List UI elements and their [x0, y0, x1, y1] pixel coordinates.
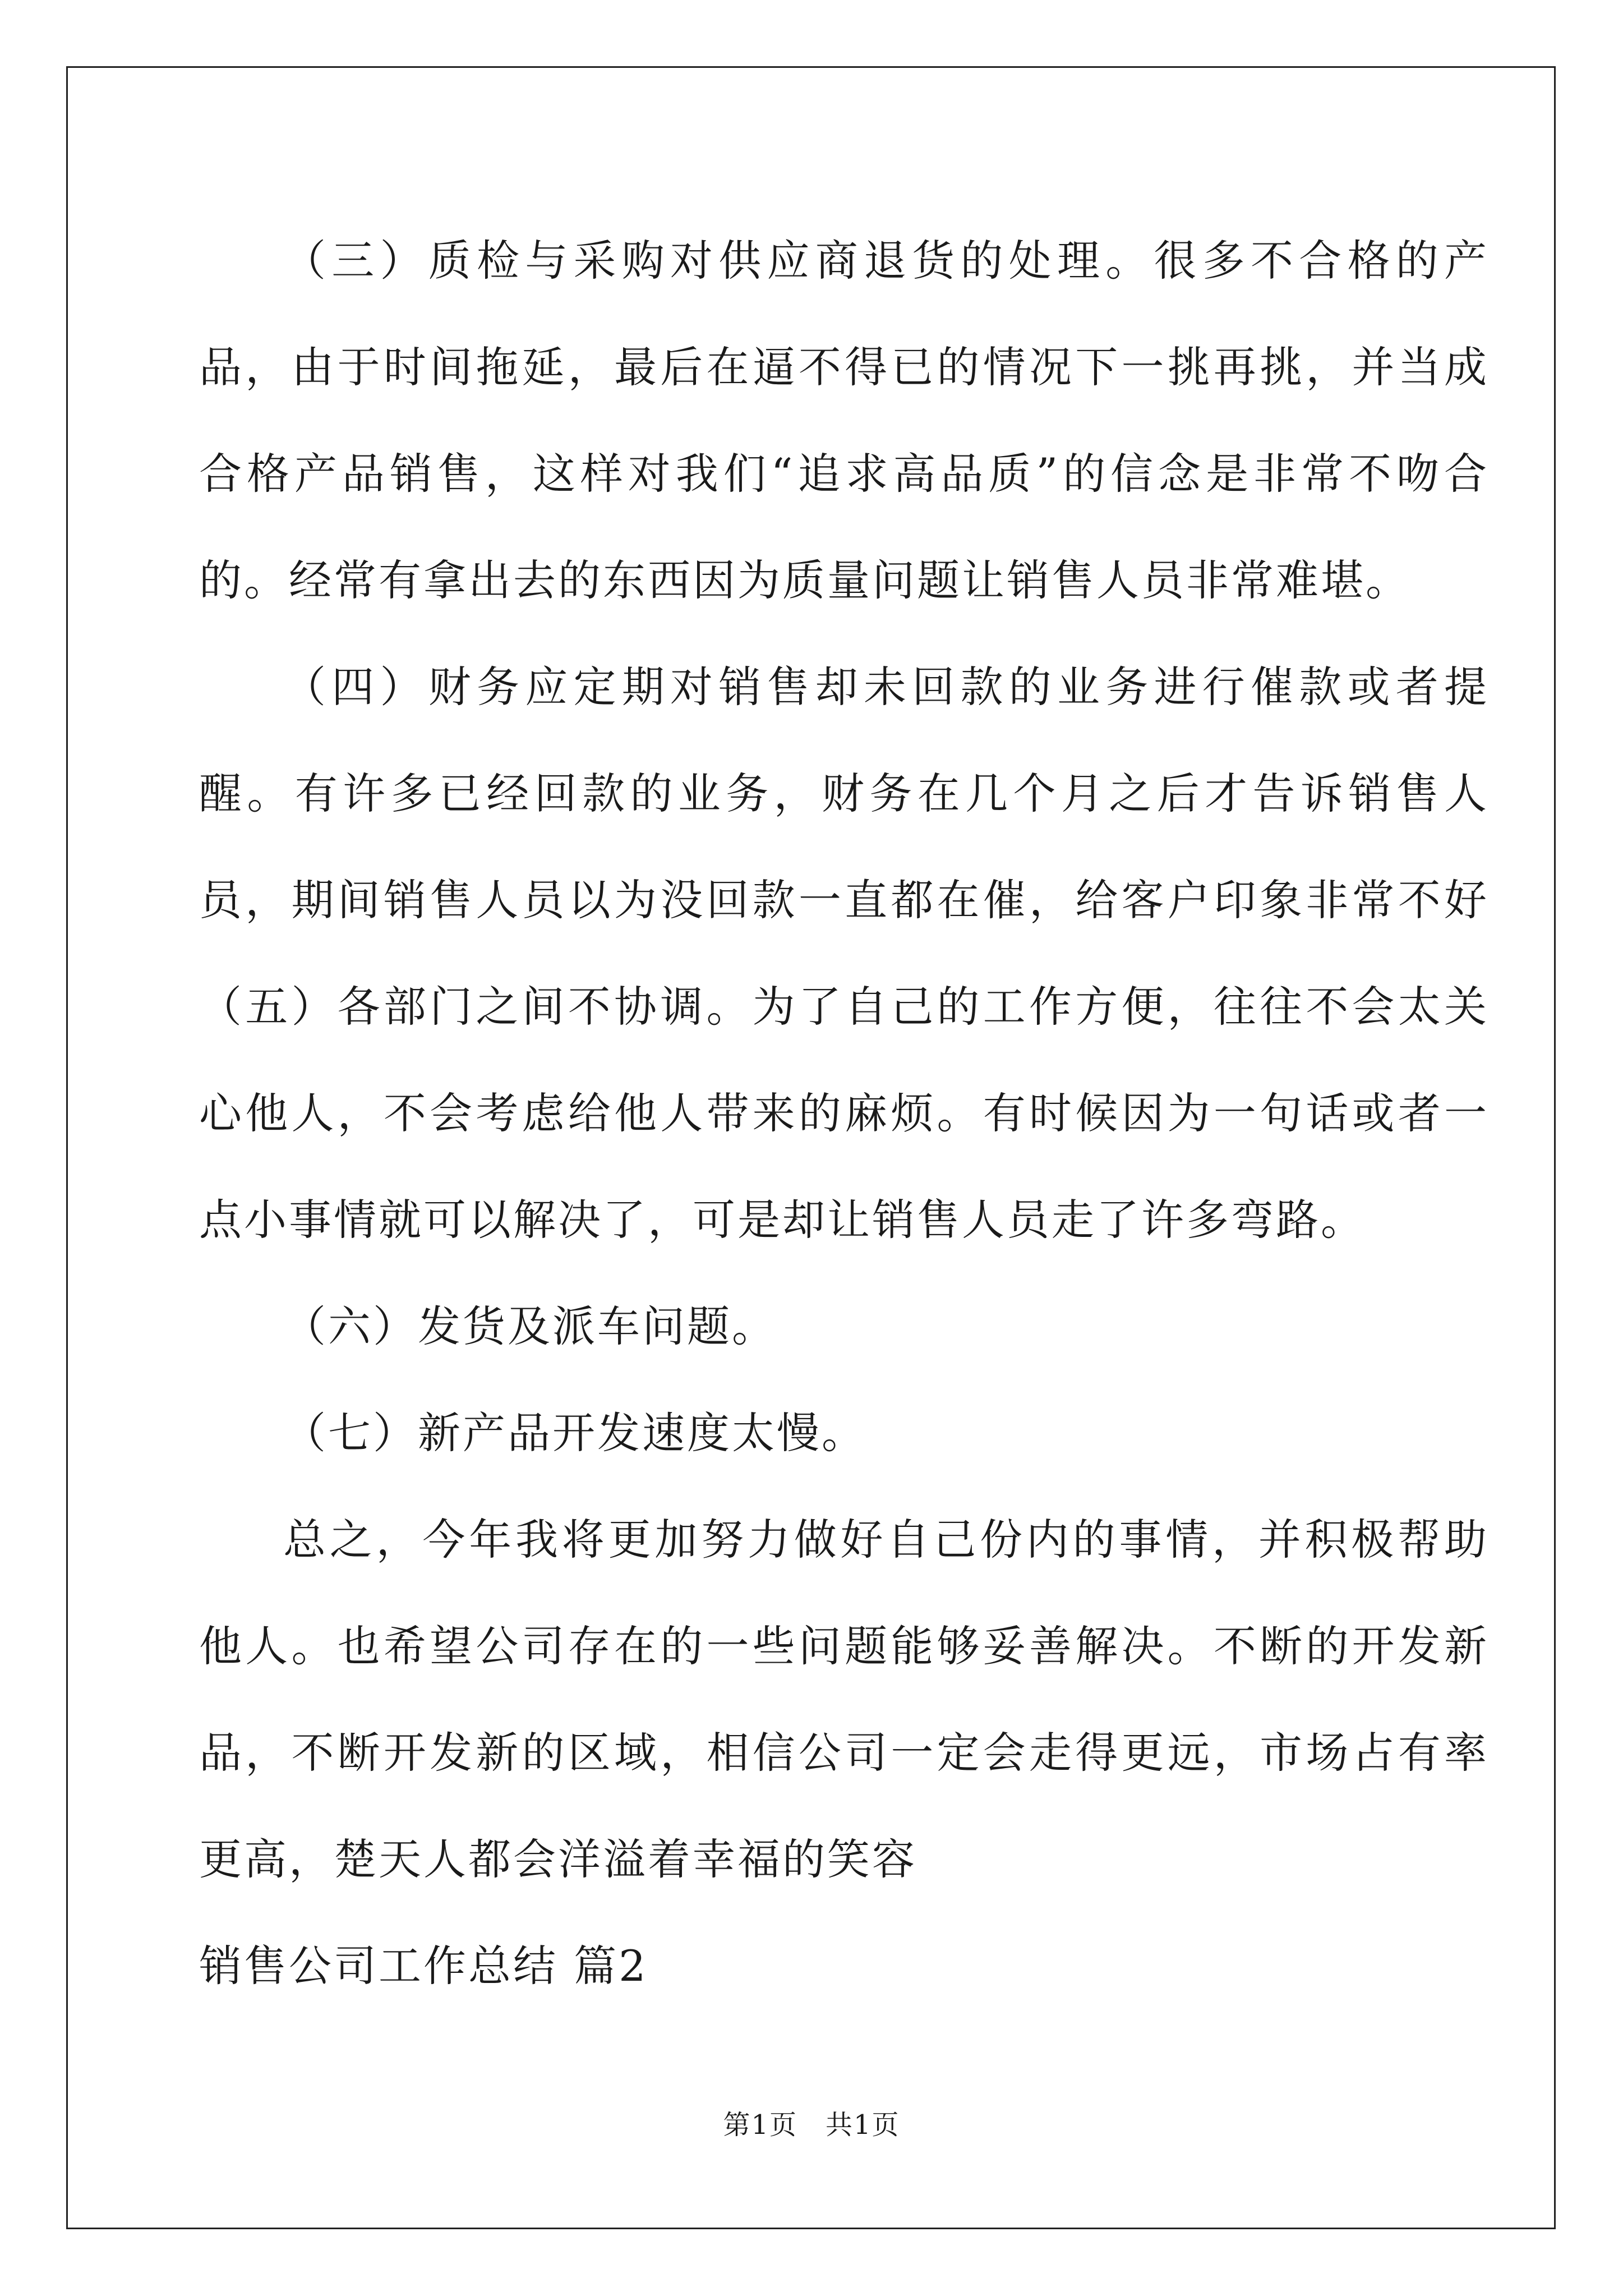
- section-heading: 销售公司工作总结 篇2: [199, 1941, 648, 1991]
- document-body: [199, 208, 1489, 2019]
- paragraph-new-product: （七）新产品开发速度太慢。: [283, 1408, 866, 1458]
- page-footer: 第1页 共1页: [723, 2109, 900, 2141]
- paragraph-quality-returns: （三）质检与采购对供应商退货的处理。很多不合格的产品，由于时间拖延，最后在逼不得已的情况下一挑再挑，并当成合格产品销售，这样对我们“追求高品质”的信念是非常不吻合的。经常有拿出去的东西因为质量问题让销售人员非常难堪。: [199, 236, 1489, 605]
- paragraph-finance-collection: （四）财务应定期对销售却未回款的业务进行催款或者提醒。有许多已经回款的业务，财务在几个月之后才告诉销售人员，期间销售人员以为没回款一直都在催，给客户印象非常不好（五）各部门之间不协调。为了自己的工作方便，往往不会太关心他人，不会考虑给他人带来的麻烦。有时候因为一句话或者一点小事情就可以解决了，可是却让销售人员走了许多弯路。: [199, 662, 1489, 1245]
- paragraph-shipping: （六）发货及派车问题。: [283, 1301, 777, 1351]
- paragraph-conclusion: 总之，今年我将更加努力做好自己份内的事情，并积极帮助他人。也希望公司存在的一些问题能够妥善解决。不断的开发新品，不断开发新的区域，相信公司一定会走得更远，市场占有率更高，楚天人都会洋溢着幸福的笑容: [199, 1515, 1489, 1884]
